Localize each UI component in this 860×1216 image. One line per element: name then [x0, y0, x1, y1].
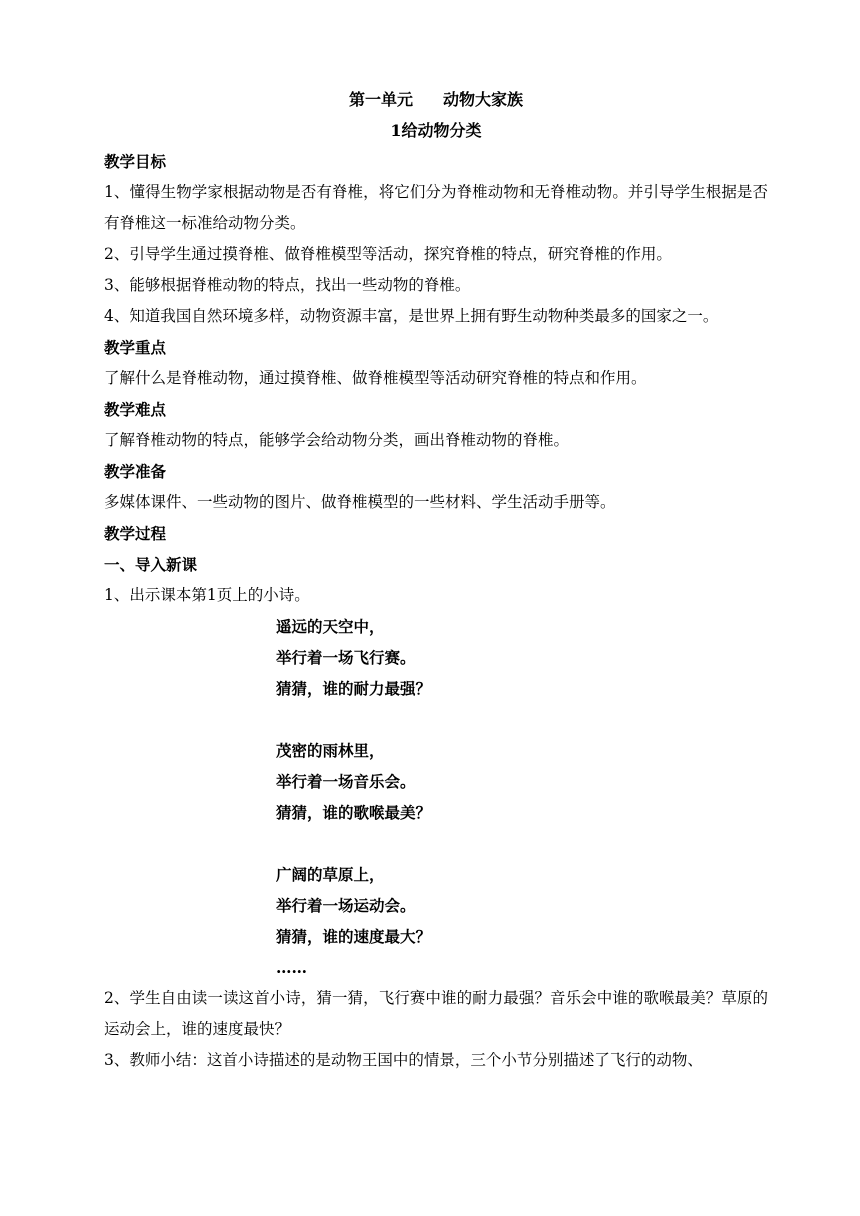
- unit-number: 第一单元: [348, 90, 413, 109]
- objective-item: 4、知道我国自然环境多样，动物资源丰富，是世界上拥有野生动物种类最多的国家之一。: [104, 307, 719, 325]
- objective-item: 3、能够根据脊椎动物的特点，找出一些动物的脊椎。: [104, 276, 471, 294]
- objective-item: 1、懂得生物学家根据动物是否有脊椎，将它们分为脊椎动物和无脊椎动物。并引导学生根据是否有脊椎这一标准给动物分类。: [104, 183, 768, 232]
- poem-line: 广阔的草原上，: [276, 865, 385, 884]
- poem: [104, 611, 768, 983]
- poem-line: 举行着一场飞行赛。: [276, 648, 416, 667]
- lesson-title: 1给动物分类: [390, 121, 482, 140]
- key-points-heading: 教学重点: [104, 338, 167, 357]
- section-heading: 一、导入新课: [104, 555, 198, 574]
- key-points-text: 了解什么是脊椎动物，通过摸脊椎、做脊椎模型等活动研究脊椎的特点和作用。: [104, 369, 647, 387]
- poem-line: 猜猜，谁的耐力最强？: [276, 679, 432, 698]
- poem-line: 猜猜，谁的歌喉最美？: [276, 803, 432, 822]
- poem-stanza-break: [276, 704, 768, 735]
- process-step: 1、出示课本第1页上的小诗。: [104, 586, 310, 604]
- process-step: 3、教师小结：这首小诗描述的是动物王国中的情景，三个小节分别描述了飞行的动物、: [104, 1051, 703, 1069]
- poem-line: 举行着一场音乐会。: [276, 772, 416, 791]
- process-step: 2、学生自由读一读这首小诗，猜一猜，飞行赛中谁的耐力最强？音乐会中谁的歌喉最美？草原的运动会上，谁的速度最快？: [104, 989, 768, 1038]
- poem-line: 遥远的天空中，: [276, 617, 385, 636]
- objective-item: 2、引导学生通过摸脊椎、做脊椎模型等活动，探究脊椎的特点，研究脊椎的作用。: [104, 245, 672, 263]
- poem-line: 猜猜，谁的速度最大？: [276, 927, 432, 946]
- unit-title: [104, 84, 768, 115]
- poem-line: 茂密的雨林里，: [276, 741, 385, 760]
- difficulties-text: 了解脊椎动物的特点，能够学会给动物分类，画出脊椎动物的脊椎。: [104, 431, 570, 449]
- preparation-text: 多媒体课件、一些动物的图片、做脊椎模型的一些材料、学生活动手册等。: [104, 493, 616, 511]
- objectives-heading: 教学目标: [104, 152, 167, 171]
- poem-ellipsis: ……: [276, 958, 307, 977]
- unit-name: 动物大家族: [443, 90, 524, 109]
- document-content: [104, 84, 768, 1076]
- process-heading: 教学过程: [104, 524, 167, 543]
- difficulties-heading: 教学难点: [104, 400, 167, 419]
- preparation-heading: 教学准备: [104, 462, 167, 481]
- poem-stanza-break: [276, 828, 768, 859]
- poem-line: 举行着一场运动会。: [276, 896, 416, 915]
